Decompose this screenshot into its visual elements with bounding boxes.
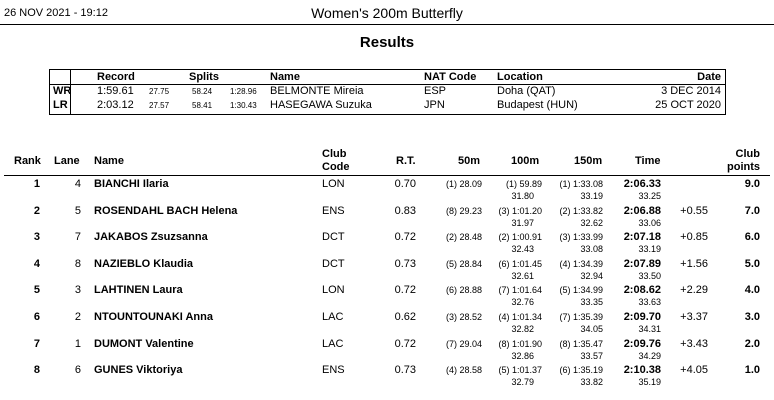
records-header-nat: NAT Code — [424, 71, 477, 83]
record-split-50: 27.57 — [149, 101, 170, 110]
reaction-time: 0.62 — [394, 311, 416, 323]
split-150m: (4) 1:34.39 — [559, 259, 603, 269]
report-datetime: 26 NOV 2021 - 19:12 — [4, 7, 108, 19]
lane-cell: 6 — [74, 364, 81, 376]
split-100m: (2) 1:00.91 — [498, 232, 542, 242]
rank-cell: 2 — [33, 205, 40, 217]
final-time: 2:09.76 — [623, 338, 661, 350]
col-header-time: Time — [635, 155, 661, 167]
records-header-name: Name — [270, 71, 300, 83]
split-100-150: 33.19 — [580, 191, 603, 201]
split-50-100: 32.82 — [511, 324, 534, 334]
split-150m: (7) 1:35.39 — [559, 312, 603, 322]
split-50m: (3) 28.52 — [445, 312, 482, 322]
split-150m: (6) 1:35.19 — [559, 365, 603, 375]
record-holder-name: BELMONTE Mireia — [270, 85, 364, 97]
split-100-150: 32.94 — [580, 271, 603, 281]
split-100-150: 34.05 — [580, 324, 603, 334]
col-header-club-code: Code — [322, 161, 350, 173]
split-100-150: 33.82 — [580, 377, 603, 387]
split-150-200: 34.31 — [638, 324, 661, 334]
club-code: DCT — [322, 258, 345, 270]
final-time: 2:06.33 — [623, 178, 661, 190]
split-100-150: 32.62 — [580, 218, 603, 228]
club-code: DCT — [322, 231, 345, 243]
record-nat-code: ESP — [424, 85, 447, 97]
lane-cell: 4 — [74, 178, 81, 190]
record-split-50: 27.75 — [149, 87, 170, 96]
record-holder-name: HASEGAWA Suzuka — [270, 99, 372, 111]
col-header-rank: Rank — [14, 155, 41, 167]
split-150-200: 33.25 — [638, 191, 661, 201]
record-type: WR — [53, 85, 72, 97]
record-split-100: 58.41 — [192, 101, 213, 110]
final-time: 2:10.38 — [623, 364, 661, 376]
split-100-150: 33.08 — [580, 244, 603, 254]
results-header-divider — [4, 175, 770, 176]
col-header-50m: 50m — [458, 155, 481, 167]
split-150-200: 35.19 — [638, 377, 661, 387]
split-150m: (2) 1:33.82 — [559, 206, 603, 216]
reaction-time: 0.83 — [394, 205, 416, 217]
records-header-record: Record — [97, 71, 135, 83]
club-points: 2.0 — [744, 338, 760, 350]
split-150-200: 33.06 — [638, 218, 661, 228]
split-50m: (1) 28.09 — [445, 179, 482, 189]
club-code: LAC — [322, 311, 344, 323]
athlete-name: LAHTINEN Laura — [94, 284, 183, 296]
split-150m: (3) 1:33.99 — [559, 232, 603, 242]
athlete-name: ROSENDAHL BACH Helena — [94, 205, 238, 217]
col-header-name: Name — [94, 155, 124, 167]
record-split-150: 1:28.96 — [230, 87, 257, 96]
split-100m: (5) 1:01.37 — [498, 365, 542, 375]
rank-cell: 5 — [33, 284, 40, 296]
reaction-time: 0.72 — [394, 338, 416, 350]
club-points: 7.0 — [744, 205, 760, 217]
reaction-time: 0.70 — [394, 178, 416, 190]
split-150-200: 33.50 — [638, 271, 661, 281]
rank-cell: 8 — [33, 364, 40, 376]
split-100m: (8) 1:01.90 — [498, 339, 542, 349]
rank-cell: 3 — [33, 231, 40, 243]
time-behind: +1.56 — [680, 258, 708, 270]
split-50m: (8) 29.23 — [445, 206, 482, 216]
record-split-150: 1:30.43 — [230, 101, 257, 110]
lane-cell: 2 — [74, 311, 81, 323]
record-location: Budapest (HUN) — [497, 99, 578, 111]
club-code: ENS — [322, 364, 345, 376]
club-points: 9.0 — [744, 178, 760, 190]
rank-cell: 4 — [33, 258, 40, 270]
rank-cell: 7 — [33, 338, 40, 350]
final-time: 2:07.89 — [623, 258, 661, 270]
club-points: 5.0 — [744, 258, 760, 270]
reaction-time: 0.72 — [394, 284, 416, 296]
record-type: LR — [53, 99, 68, 111]
final-time: 2:07.18 — [623, 231, 661, 243]
split-100-150: 33.57 — [580, 351, 603, 361]
time-behind: +3.37 — [680, 311, 708, 323]
split-100m: (6) 1:01.45 — [498, 259, 542, 269]
final-time: 2:09.70 — [623, 311, 661, 323]
col-header-points: points — [727, 161, 760, 173]
final-time: 2:06.88 — [623, 205, 661, 217]
lane-cell: 3 — [74, 284, 81, 296]
split-50-100: 31.97 — [511, 218, 534, 228]
split-150-200: 34.29 — [638, 351, 661, 361]
record-time: 1:59.61 — [97, 85, 134, 97]
athlete-name: NAZIEBLO Klaudia — [94, 258, 194, 270]
split-100m: (4) 1:01.34 — [498, 312, 542, 322]
col-header-club: Club — [322, 148, 347, 160]
club-points: 1.0 — [744, 364, 760, 376]
records-header-date: Date — [697, 71, 721, 83]
col-header-rt: R.T. — [396, 155, 416, 167]
record-date: 3 DEC 2014 — [661, 85, 721, 97]
split-150m: (8) 1:35.47 — [559, 339, 603, 349]
club-points: 3.0 — [744, 311, 760, 323]
split-150m: (5) 1:34.99 — [559, 285, 603, 295]
athlete-name: BIANCHI Ilaria — [94, 178, 169, 190]
club-code: ENS — [322, 205, 345, 217]
split-100-150: 33.35 — [580, 297, 603, 307]
col-header-100m: 100m — [511, 155, 540, 167]
time-behind: +3.43 — [680, 338, 708, 350]
split-50-100: 32.76 — [511, 297, 534, 307]
split-150-200: 33.19 — [638, 244, 661, 254]
record-time: 2:03.12 — [97, 99, 134, 111]
lane-cell: 8 — [74, 258, 81, 270]
record-split-100: 58.24 — [192, 87, 213, 96]
records-header-splits: Splits — [189, 71, 219, 83]
split-100m: (1) 59.89 — [505, 179, 542, 189]
club-points: 6.0 — [744, 231, 760, 243]
time-behind: +2.29 — [680, 284, 708, 296]
reaction-time: 0.73 — [394, 364, 416, 376]
record-nat-code: JPN — [424, 99, 445, 111]
split-50m: (2) 28.48 — [445, 232, 482, 242]
records-header-location: Location — [497, 71, 543, 83]
reaction-time: 0.72 — [394, 231, 416, 243]
reaction-time: 0.73 — [394, 258, 416, 270]
header-divider — [0, 24, 774, 25]
split-50m: (4) 28.58 — [445, 365, 482, 375]
col-header-lane: Lane — [54, 155, 80, 167]
rank-cell: 6 — [33, 311, 40, 323]
split-150-200: 33.63 — [638, 297, 661, 307]
split-50m: (6) 28.88 — [445, 285, 482, 295]
club-code: LAC — [322, 338, 344, 350]
split-150m: (1) 1:33.08 — [559, 179, 603, 189]
record-location: Doha (QAT) — [497, 85, 556, 97]
club-code: LON — [322, 178, 345, 190]
final-time: 2:08.62 — [623, 284, 661, 296]
lane-cell: 1 — [74, 338, 81, 350]
split-50m: (7) 29.04 — [445, 339, 482, 349]
records-divider-horizontal — [50, 84, 725, 85]
athlete-name: GUNES Viktoriya — [94, 364, 183, 376]
split-100m: (7) 1:01.64 — [498, 285, 542, 295]
split-100m: (3) 1:01.20 — [498, 206, 542, 216]
lane-cell: 7 — [74, 231, 81, 243]
time-behind: +0.85 — [680, 231, 708, 243]
time-behind: +0.55 — [680, 205, 708, 217]
records-table — [49, 69, 726, 115]
athlete-name: DUMONT Valentine — [94, 338, 194, 350]
athlete-name: JAKABOS Zsuzsanna — [94, 231, 208, 243]
results-heading: Results — [359, 34, 415, 51]
record-date: 25 OCT 2020 — [655, 99, 721, 111]
event-title: Women's 200m Butterfly — [311, 5, 463, 21]
col-header-150m: 150m — [574, 155, 603, 167]
time-behind: +4.05 — [680, 364, 708, 376]
split-50-100: 32.61 — [511, 271, 534, 281]
split-50m: (5) 28.84 — [445, 259, 482, 269]
split-50-100: 32.79 — [511, 377, 534, 387]
lane-cell: 5 — [74, 205, 81, 217]
athlete-name: NTOUNTOUNAKI Anna — [94, 311, 213, 323]
club-points: 4.0 — [744, 284, 760, 296]
split-50-100: 32.86 — [511, 351, 534, 361]
split-50-100: 31.80 — [511, 191, 534, 201]
col-header-club-points: Club — [735, 148, 760, 160]
club-code: LON — [322, 284, 345, 296]
split-50-100: 32.43 — [511, 244, 534, 254]
rank-cell: 1 — [33, 178, 40, 190]
